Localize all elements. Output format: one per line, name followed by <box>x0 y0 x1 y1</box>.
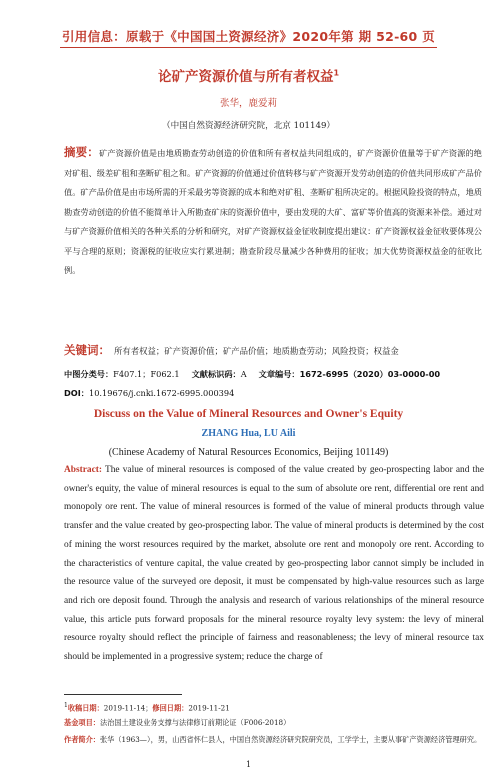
doi-line <box>64 388 484 399</box>
received-value: 2019-11-14； <box>103 703 153 713</box>
chinese-title <box>0 65 497 85</box>
doc-code-label: 文献标识码： <box>191 369 241 379</box>
chinese-authors: 张华，鹿爱莉 <box>219 98 277 109</box>
dates-footnote-mark: 1 <box>64 702 68 709</box>
footnote-fund <box>64 717 488 728</box>
header-rule <box>60 47 437 48</box>
english-abstract <box>64 461 484 667</box>
english-title: Discuss on the Value of Mineral Resources and Owner's Equity <box>93 408 404 420</box>
footnote-author-bio <box>64 734 488 745</box>
chinese-keywords <box>64 342 484 358</box>
classification-line <box>64 369 484 380</box>
clc-label: 中图分类号： <box>64 369 114 379</box>
footnote-rule <box>64 694 182 695</box>
english-affiliation: (Chinese Academy of Natural Resources Economics, Beijing 101149) <box>108 447 389 458</box>
doi-label: DOI： <box>64 388 89 398</box>
page-number: 1 <box>245 760 252 769</box>
revised-label: 修回日期： <box>152 703 189 713</box>
doi-value: 10.19676/j.cnki.1672-6995.000394 <box>89 388 235 398</box>
doc-code-value: A <box>240 369 247 379</box>
chinese-title-text: 论矿产资源价值与所有者权益 <box>157 69 334 85</box>
chinese-keywords-text: 所有者权益；矿产资源价值；矿产品价值；地质勘查劳动；风险投资；权益金 <box>114 346 399 356</box>
revised-value: 2019-11-21 <box>188 703 230 713</box>
citation-header: 引用信息：原载于《中国国土资源经济》2020年第 期 52-60 页 <box>61 29 436 44</box>
chinese-abstract-label: 摘要： <box>64 145 99 159</box>
received-label: 收稿日期： <box>67 703 104 713</box>
english-abstract-label: Abstract: <box>64 465 103 475</box>
chinese-keywords-label: 关键词： <box>64 343 110 357</box>
author-bio-value: 张华（1963—），男，山西省怀仁县人，中国自然资源经济研究院研究员，工学学士，主要从事矿产资源经济管理研究。 <box>99 735 482 744</box>
chinese-abstract-text: 矿产资源价值是由地质勘查劳动创造的价值和所有者权益共同组成的，矿产资源价值量等于矿产资源的绝对矿租、级差矿租和垄断矿租之和。矿产资源的价值通过价值转移与矿产资源开发劳动创造的价值共同形成矿产品价值。矿产品价值是由市场所需的开采最劣等资源的成本和绝对矿租、垄断矿租所决定的。根据风险投资的特点，地质勘查劳动创造的价值不能简单计入所勘查矿床的资源价值中，要由发现的大矿、富矿等价值高的资源来补偿。通过对与矿产资源价值相关的各种关系的分析和研究，对矿产资源权益金征收制度提出建议：矿产资源权益金征收要体现公平与合理的原则；资源税的征收应实行累进制；勘查阶段尽量减少各种费用的征收；加大优势资源权益金的征收比例。 <box>64 148 482 275</box>
article-number-value: 1672-6995（2020）03-0000-00 <box>299 369 441 379</box>
chinese-abstract <box>64 143 482 281</box>
english-abstract-text: The value of mineral resources is composed of the value created by geo-prospecting labor and the owner's equity, the value of mineral resources is equal to the sum of absolute ore rent, differential ore rent and monopoly ore rent. The value of mineral resources is formed of the value of mineral products through value transfer and the value created by geo-prospecting labor. The value of mineral products is determined by the cost of mining the worst resources required by the market, absolute ore rent and monopoly ore rent. According to the characteristics of venture capital, the value created by geo-prospecting labor cannot simply be included in the resource value of the surveyed ore deposit, it must be compensated by high-value resources such as large and rich ore deposit found. Through the analysis and research of various relationships of the mineral resource value, this article puts forward proposals for the mineral resource royalty levy system: the levy of mineral resource royalty should reflect the principle of fairness and reasonableness; the levy of mineral resource tax should be implemented in a progressive system; reduce the charge of <box>64 465 484 663</box>
clc-value: F407.1；F062.1 <box>113 369 180 379</box>
footnote-dates <box>64 700 488 713</box>
fund-label: 基金项目： <box>64 718 100 727</box>
article-number-label: 文章编号： <box>258 369 300 379</box>
chinese-affiliation: （中国自然资源经济研究院，北京 101149） <box>161 121 336 131</box>
author-bio-label: 作者简介： <box>64 735 100 744</box>
title-footnote-mark: 1 <box>333 68 340 78</box>
fund-value: 法治国土建设业务支撑与法律修订前期论证（F006-2018） <box>99 718 291 727</box>
english-authors: ZHANG Hua, LU Aili <box>201 428 296 439</box>
